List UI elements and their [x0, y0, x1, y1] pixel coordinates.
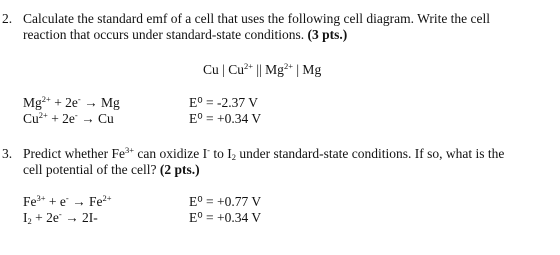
cell-diagram-sup-b: 2+ [283, 61, 293, 71]
question-3-line-2-text: cell potential of the cell? [23, 162, 160, 177]
question-3-number: 3. [2, 146, 13, 161]
reaction-reactant: Fe [23, 194, 37, 209]
reaction-electron-charge: - [58, 209, 62, 219]
reaction-electron-charge: - [74, 110, 78, 120]
reaction-arrow: → [77, 111, 99, 126]
question-3-iodine-subscript: 2 [231, 152, 236, 162]
reaction-reactant-charge: 3+ [36, 193, 46, 203]
question-2-line-2 [23, 27, 347, 43]
reaction-electrons: + 2e [50, 95, 78, 110]
q3-reaction-iodine [23, 210, 98, 226]
reaction-electron-charge: - [77, 94, 81, 104]
q3-reaction-fe [23, 194, 112, 210]
reaction-electrons: + e [45, 194, 66, 209]
question-3-text-b: can oxidize I [134, 146, 208, 161]
reaction-electron-charge: - [65, 193, 69, 203]
reaction-reactant-charge: 2+ [38, 110, 48, 120]
reaction-electrons: + 2e [47, 111, 75, 126]
reaction-product: Fe [89, 194, 103, 209]
question-3-text-a: Predict whether Fe [23, 146, 125, 161]
question-3-iodide-charge: - [207, 145, 210, 155]
question-3-text-c: to I [209, 146, 232, 161]
reaction-arrow: → [80, 95, 102, 110]
reaction-arrow: → [61, 210, 82, 225]
question-3-line-2 [23, 162, 200, 178]
cell-diagram-sup-a: 2+ [243, 61, 254, 71]
question-3-text-d: under standard-state conditions. If so, what is the [235, 146, 505, 161]
cell-diagram-part-c: | Mg [292, 62, 322, 77]
reaction-arrow: → [68, 194, 89, 209]
reaction-reactant: I [23, 210, 28, 225]
cell-diagram-part-a: Cu | Cu [203, 62, 244, 77]
cell-diagram-part-b: || Mg [253, 62, 284, 77]
q3-potential-fe: E⁰ = +0.77 V [189, 194, 262, 209]
reaction-reactant: Cu [23, 111, 39, 126]
cell-diagram [203, 62, 321, 78]
reaction-electrons: + 2e [31, 210, 59, 225]
question-2-line-1: Calculate the standard emf of a cell that uses the following cell diagram. Write the cell [23, 11, 491, 26]
reaction-product: 2I- [81, 210, 98, 225]
reaction-reactant-charge: 2+ [41, 94, 51, 104]
q2-potential-cu: E⁰ = +0.34 V [189, 111, 262, 126]
q3-potential-iodine: E⁰ = +0.34 V [189, 210, 262, 225]
reaction-product: Cu [98, 111, 114, 126]
question-3-line-1 [23, 146, 504, 162]
reaction-reactant-subscript: 2 [27, 216, 32, 226]
question-3-points: (2 pts.) [159, 162, 200, 177]
question-2-points: (3 pts.) [307, 27, 348, 42]
question-2-number: 2. [2, 11, 13, 26]
question-3-fe-charge: 3+ [124, 145, 135, 155]
q2-reaction-mg [23, 95, 120, 111]
q2-reaction-cu [23, 111, 114, 127]
question-2-line-2-text: reaction that occurs under standard-state conditions. [23, 27, 308, 42]
reaction-product: Mg [101, 95, 120, 110]
reaction-reactant: Mg [23, 95, 42, 110]
q2-potential-mg: E⁰ = -2.37 V [189, 95, 259, 110]
reaction-product-charge: 2+ [102, 193, 112, 203]
